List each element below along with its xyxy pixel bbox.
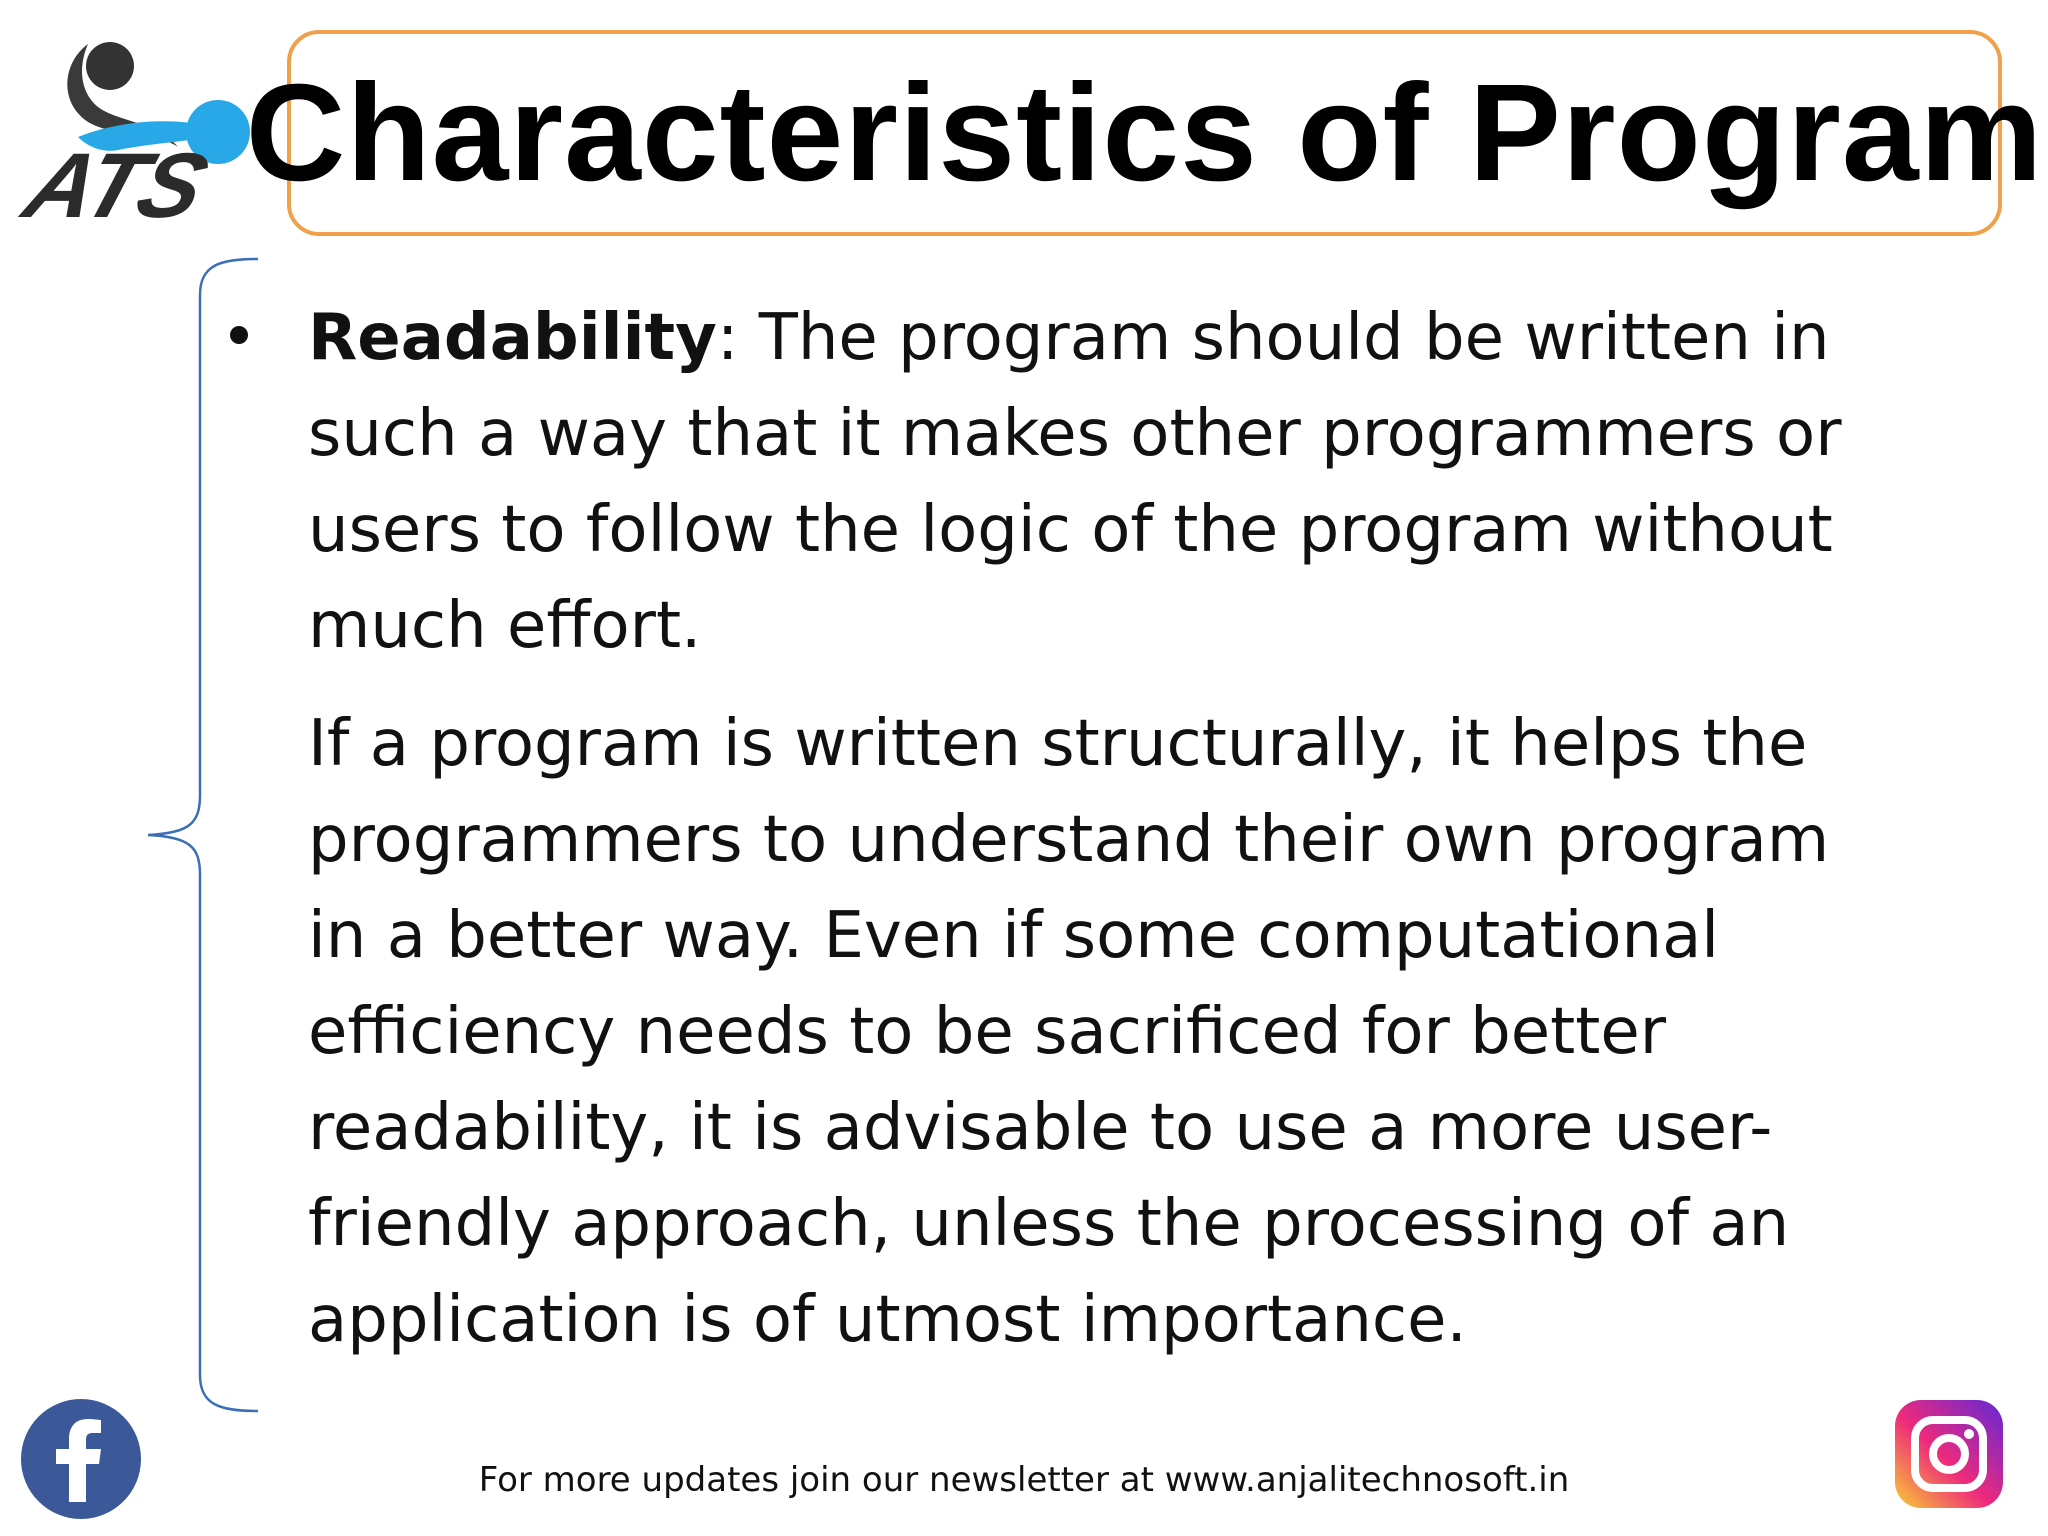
title-box: [245, 30, 2044, 236]
ats-logo-graphic: [18, 22, 268, 232]
page-title: Characteristics of Program: [245, 56, 2044, 210]
term-readability: Readability: [308, 301, 717, 375]
term-description: : The program should be written in such a way that it makes other programmers or users to follow the logic of the program without much effort.: [308, 301, 1842, 663]
logo-text: ATS: [18, 135, 218, 232]
bullet-icon: [230, 326, 248, 344]
ats-logo: [18, 22, 268, 232]
instagram-icon[interactable]: [1893, 1398, 2005, 1510]
bullet-item: [230, 290, 1890, 674]
main-content: [230, 290, 1890, 1368]
footer-newsletter-text: For more updates join our newsletter at www.anjalitechnosoft.in: [478, 1460, 1570, 1500]
paragraph-explanation: If a program is written structurally, it helps the programmers to understand their own program in a better way. Even if some computational efficiency needs to be sacrificed for better readability, it is advisable to use a more user-friendly approach, unless the processing of an application is of utmost importance.: [308, 707, 1830, 1357]
